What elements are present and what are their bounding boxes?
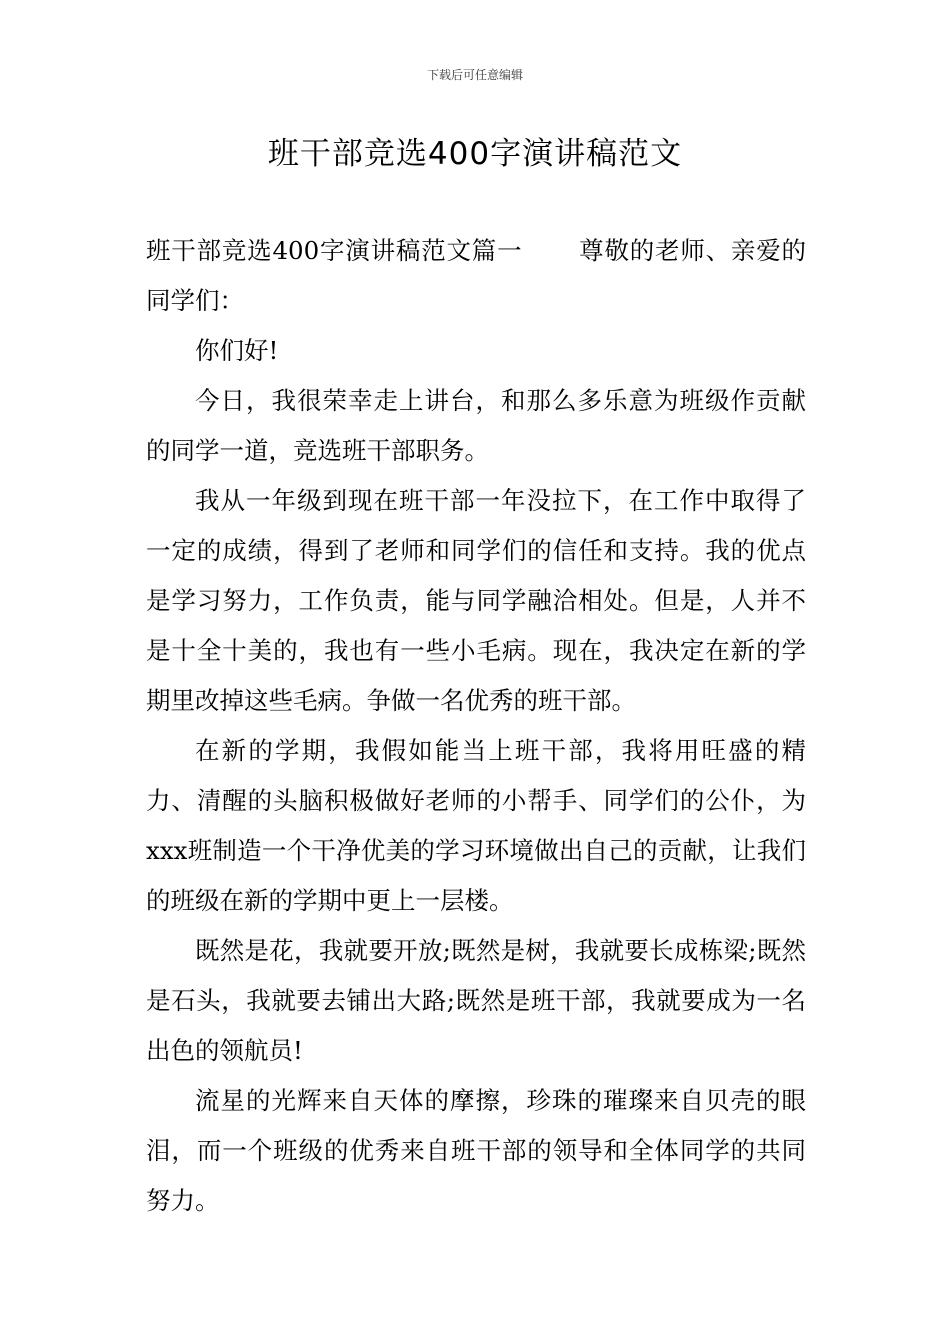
document-title: 班干部竞选400字演讲稿范文 bbox=[267, 136, 683, 172]
paragraph: 我从一年级到现在班干部一年没拉下，在工作中取得了一定的成绩，得到了老师和同学们的信任和支持。我的优点是学习努力，工作负责，能与同学融洽相处。但是，人并不是十全十美的，我也有一些小毛病。现在，我决定在新的学期里改掉这些毛病。争做一名优秀的班干部。 bbox=[146, 486, 806, 715]
document-body bbox=[146, 226, 806, 1226]
paragraph: 流星的光辉来自天体的摩擦，珍珠的璀璨来自贝壳的眼泪，而一个班级的优秀来自班干部的领导和全体同学的共同努力。 bbox=[146, 1086, 806, 1215]
paragraph: 今日，我很荣幸走上讲台，和那么多乐意为班级作贡献的同学一道，竞选班干部职务。 bbox=[146, 386, 806, 465]
salutation: 尊敬的老师、亲爱的同学们： bbox=[146, 236, 807, 315]
paragraph: 在新的学期，我假如能当上班干部，我将用旺盛的精力、清醒的头脑积极做好老师的小帮手、同学们的公仆，为xxx班制造一个干净优美的学习环境做出自己的贡献，让我们的班级在新的学期中更上一层楼。 bbox=[146, 736, 806, 915]
paragraph: 既然是花，我就要开放;既然是树，我就要长成栋梁;既然是石头，我就要去铺出大路;既然是班干部，我就要成为一名出色的领航员! bbox=[146, 936, 806, 1065]
opening-paragraph bbox=[146, 226, 806, 326]
header-note: 下载后可任意编辑 bbox=[426, 68, 523, 82]
section-label: 班干部竞选400字演讲稿范文篇一 bbox=[146, 236, 523, 265]
paragraph-greeting: 你们好! bbox=[195, 336, 279, 365]
